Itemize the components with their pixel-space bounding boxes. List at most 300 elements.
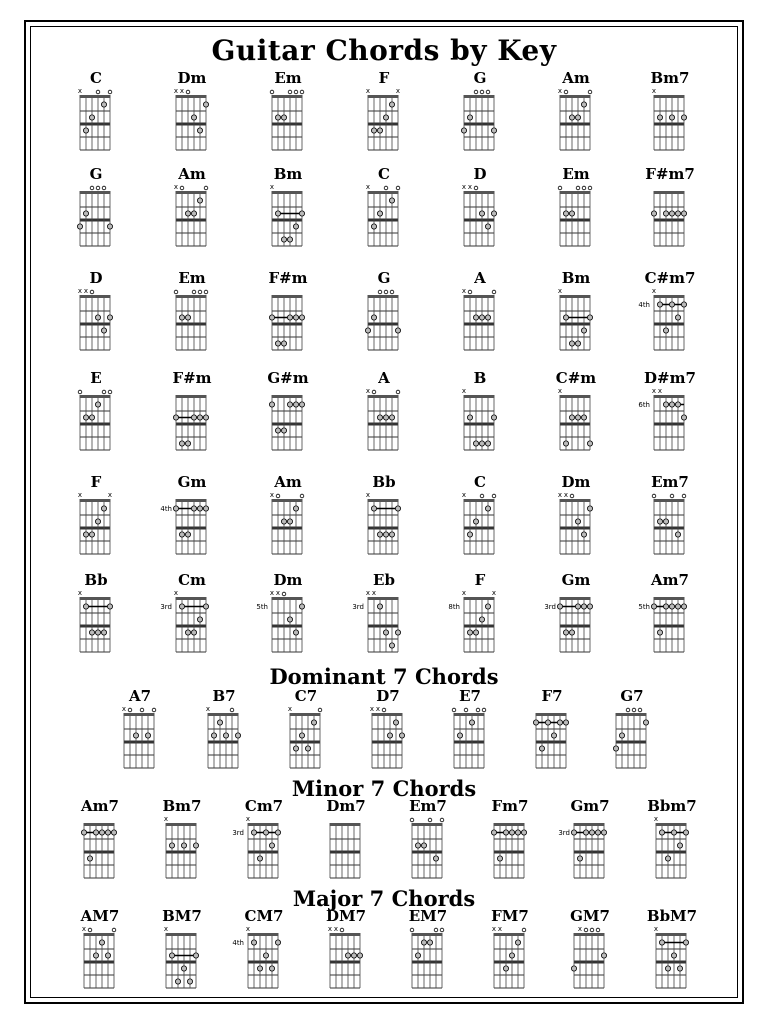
fret-position-label: 4th bbox=[638, 301, 650, 309]
finger-dot bbox=[299, 604, 304, 609]
open-marker bbox=[180, 186, 184, 190]
finger-dot bbox=[87, 856, 92, 861]
finger-dot bbox=[581, 604, 586, 609]
finger-dot bbox=[377, 532, 382, 537]
finger-dot bbox=[575, 115, 580, 120]
open-marker bbox=[372, 390, 376, 394]
chord-name: C7 bbox=[294, 687, 318, 705]
chord-name: Em bbox=[274, 69, 302, 87]
fretboard-diagram bbox=[546, 270, 606, 350]
nut bbox=[616, 713, 647, 716]
finger-dot bbox=[293, 506, 298, 511]
finger-dot bbox=[193, 953, 198, 958]
finger-dot bbox=[415, 843, 420, 848]
open-marker bbox=[186, 90, 190, 94]
finger-dot bbox=[581, 532, 586, 537]
chord-name: C bbox=[378, 165, 390, 183]
fretboard-diagram bbox=[66, 70, 126, 150]
finger-dot bbox=[311, 720, 316, 725]
chord-name: Dm bbox=[273, 571, 303, 589]
chord-diagram bbox=[642, 798, 702, 878]
nut bbox=[176, 295, 207, 298]
chord-name: F bbox=[90, 473, 102, 491]
nut bbox=[464, 395, 495, 398]
finger-dot bbox=[589, 830, 594, 835]
finger-dot bbox=[95, 402, 100, 407]
muted-marker: x bbox=[245, 925, 251, 933]
muted-marker: x bbox=[77, 491, 83, 499]
open-marker bbox=[128, 708, 132, 712]
chord-diagram bbox=[354, 70, 414, 150]
finger-dot bbox=[281, 115, 286, 120]
open-marker bbox=[522, 928, 526, 932]
finger-dot bbox=[569, 211, 574, 216]
open-marker bbox=[396, 390, 400, 394]
finger-dot bbox=[287, 315, 292, 320]
chord-name: Bm7 bbox=[650, 69, 690, 87]
finger-dot bbox=[105, 830, 110, 835]
chord-name: Am7 bbox=[651, 571, 689, 589]
muted-marker: x bbox=[563, 491, 569, 499]
finger-dot bbox=[293, 402, 298, 407]
chord-diagram bbox=[546, 370, 606, 450]
finger-dot bbox=[275, 940, 280, 945]
muted-marker: x bbox=[557, 87, 563, 95]
finger-dot bbox=[659, 940, 664, 945]
finger-dot bbox=[111, 830, 116, 835]
open-marker bbox=[440, 928, 444, 932]
muted-marker: x bbox=[245, 815, 251, 823]
finger-dot bbox=[601, 953, 606, 958]
finger-dot bbox=[257, 966, 262, 971]
finger-dot bbox=[421, 940, 426, 945]
nut bbox=[176, 499, 207, 502]
finger-dot bbox=[383, 532, 388, 537]
chord-diagram bbox=[642, 908, 702, 988]
fretboard-diagram bbox=[546, 166, 606, 246]
muted-marker: x bbox=[577, 925, 583, 933]
nut bbox=[560, 295, 591, 298]
open-marker bbox=[270, 90, 274, 94]
finger-dot bbox=[179, 441, 184, 446]
finger-dot bbox=[581, 415, 586, 420]
finger-dot bbox=[203, 102, 208, 107]
finger-dot bbox=[185, 211, 190, 216]
open-marker bbox=[474, 90, 478, 94]
chord-diagram bbox=[258, 70, 318, 150]
finger-dot bbox=[569, 115, 574, 120]
chord-name: Gm7 bbox=[570, 797, 610, 815]
muted-marker: x bbox=[269, 491, 275, 499]
fret-position-label: 3rd bbox=[232, 829, 244, 837]
finger-dot bbox=[485, 224, 490, 229]
finger-dot bbox=[575, 341, 580, 346]
finger-dot bbox=[681, 211, 686, 216]
chord-name: Bb bbox=[84, 571, 108, 589]
finger-dot bbox=[569, 630, 574, 635]
nut bbox=[368, 395, 399, 398]
open-marker bbox=[112, 928, 116, 932]
muted-marker: x bbox=[375, 705, 381, 713]
muted-marker: x bbox=[491, 925, 497, 933]
finger-dot bbox=[223, 733, 228, 738]
muted-marker: x bbox=[557, 387, 563, 395]
chord-diagram bbox=[66, 572, 126, 652]
finger-dot bbox=[491, 128, 496, 133]
chord-diagram bbox=[440, 688, 500, 768]
open-marker bbox=[276, 494, 280, 498]
finger-dot bbox=[197, 506, 202, 511]
fretboard-diagram bbox=[450, 370, 510, 450]
nut bbox=[84, 823, 115, 826]
chord-name: A bbox=[378, 369, 390, 387]
finger-dot bbox=[587, 506, 592, 511]
finger-dot bbox=[107, 224, 112, 229]
chord-name: Em7 bbox=[409, 797, 447, 815]
finger-dot bbox=[657, 630, 662, 635]
chord-name: Bm bbox=[561, 269, 591, 287]
finger-dot bbox=[389, 415, 394, 420]
open-marker bbox=[474, 186, 478, 190]
muted-marker: x bbox=[371, 589, 377, 597]
chord-name: G bbox=[89, 165, 103, 183]
finger-dot bbox=[485, 315, 490, 320]
finger-dot bbox=[393, 720, 398, 725]
finger-dot bbox=[203, 415, 208, 420]
fretboard-diagram bbox=[66, 370, 126, 450]
muted-marker: x bbox=[365, 387, 371, 395]
chord-diagram bbox=[66, 270, 126, 350]
fretboard-diagram bbox=[152, 798, 212, 878]
finger-dot bbox=[563, 315, 568, 320]
finger-dot bbox=[89, 115, 94, 120]
fret-position-label: 3rd bbox=[558, 829, 570, 837]
open-marker bbox=[140, 708, 144, 712]
fretboard-diagram bbox=[194, 688, 254, 768]
chord-diagram bbox=[640, 70, 700, 150]
finger-dot bbox=[179, 315, 184, 320]
finger-dot bbox=[421, 843, 426, 848]
finger-dot bbox=[101, 102, 106, 107]
finger-dot bbox=[269, 843, 274, 848]
chord-name: Am bbox=[274, 473, 302, 491]
finger-dot bbox=[533, 720, 538, 725]
finger-dot bbox=[191, 211, 196, 216]
finger-dot bbox=[461, 128, 466, 133]
finger-dot bbox=[107, 315, 112, 320]
fret-position-label: 8th bbox=[448, 603, 460, 611]
fret-position-label: 4th bbox=[160, 505, 172, 513]
finger-dot bbox=[389, 532, 394, 537]
muted-marker: x bbox=[557, 287, 563, 295]
chord-diagram bbox=[162, 270, 222, 350]
nut bbox=[166, 823, 197, 826]
finger-dot bbox=[479, 211, 484, 216]
nut bbox=[654, 295, 685, 298]
chord-name: D#m7 bbox=[644, 369, 696, 387]
chord-diagram bbox=[152, 908, 212, 988]
nut bbox=[208, 713, 239, 716]
finger-dot bbox=[197, 617, 202, 622]
open-marker bbox=[582, 186, 586, 190]
nut bbox=[176, 395, 207, 398]
fretboard-diagram bbox=[354, 572, 414, 652]
chord-name: D bbox=[473, 165, 487, 183]
chord-name: Dm bbox=[177, 69, 207, 87]
finger-dot bbox=[269, 966, 274, 971]
finger-dot bbox=[287, 519, 292, 524]
muted-marker: x bbox=[121, 705, 127, 713]
open-marker bbox=[102, 390, 106, 394]
open-marker bbox=[576, 186, 580, 190]
open-marker bbox=[300, 90, 304, 94]
finger-dot bbox=[595, 830, 600, 835]
open-marker bbox=[564, 90, 568, 94]
open-marker bbox=[282, 592, 286, 596]
chord-name: F7 bbox=[541, 687, 563, 705]
finger-dot bbox=[281, 519, 286, 524]
chord-diagram bbox=[316, 798, 376, 878]
open-marker bbox=[584, 928, 588, 932]
finger-dot bbox=[145, 733, 150, 738]
muted-marker: x bbox=[369, 705, 375, 713]
chord-name: F bbox=[474, 571, 486, 589]
open-marker bbox=[452, 708, 456, 712]
muted-marker: x bbox=[395, 87, 401, 95]
open-marker bbox=[434, 928, 438, 932]
chord-diagram bbox=[316, 908, 376, 988]
finger-dot bbox=[251, 830, 256, 835]
open-marker bbox=[596, 928, 600, 932]
finger-dot bbox=[389, 198, 394, 203]
muted-marker: x bbox=[461, 287, 467, 295]
nut bbox=[272, 95, 303, 98]
chord-name: F#m7 bbox=[645, 165, 695, 183]
finger-dot bbox=[191, 630, 196, 635]
fretboard-diagram bbox=[358, 688, 418, 768]
open-marker bbox=[428, 818, 432, 822]
open-marker bbox=[152, 708, 156, 712]
finger-dot bbox=[509, 953, 514, 958]
fretboard-diagram bbox=[162, 270, 222, 350]
chord-diagram bbox=[398, 908, 458, 988]
fretboard-diagram bbox=[640, 270, 700, 350]
chord-name: A bbox=[474, 269, 486, 287]
chord-name: C#m bbox=[555, 369, 597, 387]
finger-dot bbox=[395, 506, 400, 511]
chord-name: E7 bbox=[459, 687, 481, 705]
finger-dot bbox=[275, 341, 280, 346]
finger-dot bbox=[563, 211, 568, 216]
nut bbox=[560, 95, 591, 98]
nut bbox=[272, 395, 303, 398]
finger-dot bbox=[83, 604, 88, 609]
chord-name: F#m bbox=[172, 369, 212, 387]
chord-diagram bbox=[258, 474, 318, 554]
fretboard-diagram bbox=[234, 798, 294, 878]
finger-dot bbox=[269, 402, 274, 407]
chord-name: AM7 bbox=[80, 907, 120, 925]
open-marker bbox=[90, 290, 94, 294]
finger-dot bbox=[675, 211, 680, 216]
chord-diagram bbox=[234, 908, 294, 988]
chord-name: F bbox=[378, 69, 390, 87]
finger-dot bbox=[681, 115, 686, 120]
muted-marker: x bbox=[327, 925, 333, 933]
finger-dot bbox=[197, 128, 202, 133]
open-marker bbox=[96, 186, 100, 190]
finger-dot bbox=[383, 630, 388, 635]
nut bbox=[330, 933, 361, 936]
chord-name: Em bbox=[562, 165, 590, 183]
finger-dot bbox=[563, 720, 568, 725]
muted-marker: x bbox=[365, 491, 371, 499]
open-marker bbox=[378, 290, 382, 294]
fretboard-diagram bbox=[640, 572, 700, 652]
chord-diagram bbox=[450, 70, 510, 150]
chord-name: FM7 bbox=[491, 907, 529, 925]
finger-dot bbox=[95, 630, 100, 635]
fret-position-label: 4th bbox=[232, 939, 244, 947]
finger-dot bbox=[179, 604, 184, 609]
chord-name: CM7 bbox=[244, 907, 284, 925]
open-marker bbox=[626, 708, 630, 712]
nut bbox=[272, 191, 303, 194]
muted-marker: x bbox=[467, 183, 473, 191]
finger-dot bbox=[683, 940, 688, 945]
open-marker bbox=[204, 290, 208, 294]
fretboard-diagram bbox=[258, 474, 318, 554]
fretboard-diagram bbox=[258, 270, 318, 350]
finger-dot bbox=[467, 630, 472, 635]
open-marker bbox=[570, 494, 574, 498]
chord-diagram bbox=[450, 166, 510, 246]
finger-dot bbox=[197, 415, 202, 420]
muted-marker: x bbox=[557, 491, 563, 499]
chord-name: Cm bbox=[178, 571, 206, 589]
finger-dot bbox=[287, 402, 292, 407]
nut bbox=[574, 823, 605, 826]
fret-position-label: 3rd bbox=[544, 603, 556, 611]
chord-name: Am bbox=[562, 69, 590, 87]
open-marker bbox=[480, 494, 484, 498]
finger-dot bbox=[669, 604, 674, 609]
open-marker bbox=[492, 290, 496, 294]
finger-dot bbox=[293, 630, 298, 635]
open-marker bbox=[670, 494, 674, 498]
open-marker bbox=[652, 494, 656, 498]
muted-marker: x bbox=[163, 815, 169, 823]
muted-marker: x bbox=[461, 183, 467, 191]
chord-diagram bbox=[110, 688, 170, 768]
finger-dot bbox=[269, 315, 274, 320]
nut bbox=[654, 191, 685, 194]
finger-dot bbox=[575, 415, 580, 420]
nut bbox=[368, 295, 399, 298]
finger-dot bbox=[601, 830, 606, 835]
chord-name: D bbox=[89, 269, 103, 287]
finger-dot bbox=[89, 532, 94, 537]
fretboard-diagram bbox=[560, 908, 620, 988]
muted-marker: x bbox=[205, 705, 211, 713]
nut bbox=[464, 295, 495, 298]
fretboard-diagram bbox=[66, 572, 126, 652]
chord-diagram bbox=[358, 688, 418, 768]
open-marker bbox=[476, 708, 480, 712]
finger-dot bbox=[281, 237, 286, 242]
open-marker bbox=[204, 186, 208, 190]
finger-dot bbox=[671, 953, 676, 958]
finger-dot bbox=[587, 604, 592, 609]
finger-dot bbox=[83, 415, 88, 420]
open-marker bbox=[102, 186, 106, 190]
nut bbox=[80, 499, 111, 502]
finger-dot bbox=[521, 830, 526, 835]
open-marker bbox=[340, 928, 344, 932]
nut bbox=[654, 499, 685, 502]
nut bbox=[368, 499, 399, 502]
major7-heading: Major 7 Chords bbox=[292, 886, 476, 911]
finger-dot bbox=[293, 746, 298, 751]
finger-dot bbox=[275, 115, 280, 120]
fretboard-diagram bbox=[450, 70, 510, 150]
finger-dot bbox=[581, 102, 586, 107]
fretboard-diagram bbox=[440, 688, 500, 768]
chord-name: G bbox=[377, 269, 391, 287]
muted-marker: x bbox=[179, 87, 185, 95]
chord-diagram bbox=[66, 370, 126, 450]
finger-dot bbox=[101, 506, 106, 511]
finger-dot bbox=[671, 830, 676, 835]
nut bbox=[330, 823, 361, 826]
nut bbox=[368, 191, 399, 194]
fretboard-diagram bbox=[602, 688, 662, 768]
chord-diagram bbox=[522, 688, 582, 768]
muted-marker: x bbox=[107, 491, 113, 499]
finger-dot bbox=[371, 224, 376, 229]
chord-diagram bbox=[640, 572, 700, 652]
finger-dot bbox=[377, 604, 382, 609]
chord-name: G7 bbox=[620, 687, 644, 705]
muted-marker: x bbox=[651, 287, 657, 295]
finger-dot bbox=[185, 532, 190, 537]
finger-dot bbox=[467, 532, 472, 537]
chord-diagram bbox=[162, 572, 222, 652]
chord-name: C#m7 bbox=[644, 269, 696, 287]
open-marker bbox=[96, 90, 100, 94]
finger-dot bbox=[173, 415, 178, 420]
muted-marker: x bbox=[173, 183, 179, 191]
finger-dot bbox=[169, 843, 174, 848]
nut bbox=[656, 933, 687, 936]
muted-marker: x bbox=[497, 925, 503, 933]
finger-dot bbox=[133, 733, 138, 738]
chord-diagram bbox=[162, 370, 222, 450]
finger-dot bbox=[663, 402, 668, 407]
finger-dot bbox=[203, 604, 208, 609]
chord-diagram bbox=[640, 370, 700, 450]
finger-dot bbox=[275, 830, 280, 835]
finger-dot bbox=[357, 953, 362, 958]
chord-name: Am7 bbox=[81, 797, 119, 815]
fretboard-diagram bbox=[258, 572, 318, 652]
open-marker bbox=[410, 928, 414, 932]
fretboard-diagram bbox=[546, 370, 606, 450]
finger-dot bbox=[669, 402, 674, 407]
chord-name: GM7 bbox=[570, 907, 610, 925]
open-marker bbox=[318, 708, 322, 712]
nut bbox=[412, 933, 443, 936]
